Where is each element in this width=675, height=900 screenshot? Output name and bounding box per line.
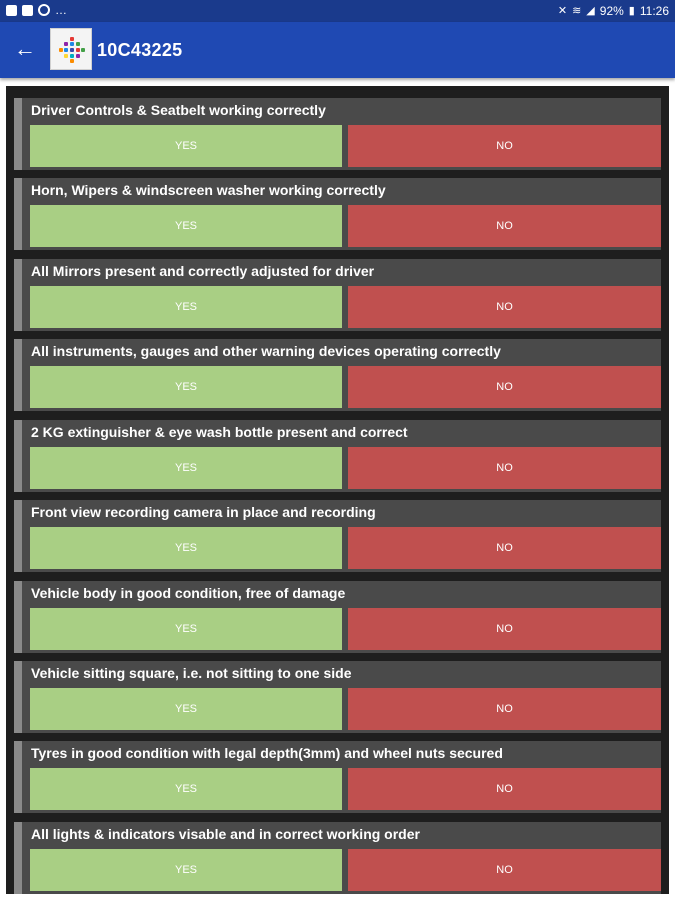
yes-button[interactable]: YES — [30, 125, 342, 167]
no-button[interactable]: NO — [348, 608, 661, 650]
app-notification-icon — [22, 5, 33, 16]
item-stripe — [14, 581, 22, 653]
checklist-item — [14, 822, 661, 894]
sync-notification-icon — [38, 4, 50, 16]
no-button[interactable]: NO — [348, 125, 661, 167]
mute-icon: ✕ — [557, 5, 568, 17]
yes-button[interactable]: YES — [30, 688, 342, 730]
no-button[interactable]: NO — [348, 527, 661, 569]
checklist-question: Vehicle sitting square, i.e. not sitting to one side — [31, 665, 352, 681]
checklist-question: 2 KG extinguisher & eye wash bottle present and correct — [31, 424, 408, 440]
no-button[interactable]: NO — [348, 286, 661, 328]
page-title: 10C43225 — [97, 40, 183, 60]
checklist-question: Vehicle body in good condition, free of damage — [31, 585, 346, 601]
no-button[interactable]: NO — [348, 849, 661, 891]
app-bar — [0, 22, 675, 78]
no-button[interactable]: NO — [348, 688, 661, 730]
checklist-item — [14, 259, 661, 331]
item-stripe — [14, 741, 22, 813]
checklist-item — [14, 661, 661, 733]
battery-level: 92% — [599, 4, 624, 18]
yes-button[interactable]: YES — [30, 205, 342, 247]
app-logo — [50, 28, 92, 70]
gallery-notification-icon — [6, 5, 17, 16]
checklist-question: Tyres in good condition with legal depth(3mm) and wheel nuts secured — [31, 745, 503, 761]
yes-button[interactable]: YES — [30, 608, 342, 650]
no-button[interactable]: NO — [348, 366, 661, 408]
back-arrow-icon[interactable]: ← — [14, 36, 36, 61]
clock: 11:26 — [639, 4, 669, 18]
more-notifications-icon: … — [55, 3, 67, 17]
wifi-icon: ≋ — [572, 5, 582, 17]
checklist-item — [14, 420, 661, 492]
item-stripe — [14, 178, 22, 250]
item-stripe — [14, 420, 22, 492]
yes-button[interactable]: YES — [30, 849, 342, 891]
item-stripe — [14, 259, 22, 331]
checklist-item — [14, 178, 661, 250]
status-bar — [0, 0, 675, 22]
no-button[interactable]: NO — [348, 205, 661, 247]
checklist-question: All lights & indicators visable and in correct working order — [31, 826, 420, 842]
checklist-question: Horn, Wipers & windscreen washer working correctly — [31, 182, 386, 198]
no-button[interactable]: NO — [348, 447, 661, 489]
checklist-panel — [6, 86, 669, 894]
yes-button[interactable]: YES — [30, 768, 342, 810]
item-stripe — [14, 822, 22, 894]
checklist-question: All instruments, gauges and other warning devices operating correctly — [31, 343, 501, 359]
yes-button[interactable]: YES — [30, 527, 342, 569]
no-button[interactable]: NO — [348, 768, 661, 810]
checklist-question: All Mirrors present and correctly adjusted for driver — [31, 263, 375, 279]
checklist-item — [14, 741, 661, 813]
item-stripe — [14, 98, 22, 170]
item-stripe — [14, 661, 22, 733]
battery-icon: ▮ — [628, 5, 635, 17]
signal-icon: ◢ — [586, 5, 595, 17]
checklist-item — [14, 98, 661, 170]
checklist-item — [14, 500, 661, 572]
checklist-question: Front view recording camera in place and recording — [31, 504, 376, 520]
item-stripe — [14, 339, 22, 411]
checklist-item — [14, 581, 661, 653]
checklist-item — [14, 339, 661, 411]
checklist-question: Driver Controls & Seatbelt working correctly — [31, 102, 326, 118]
yes-button[interactable]: YES — [30, 286, 342, 328]
yes-button[interactable]: YES — [30, 366, 342, 408]
item-stripe — [14, 500, 22, 572]
yes-button[interactable]: YES — [30, 447, 342, 489]
logo-grid-icon — [59, 37, 85, 63]
